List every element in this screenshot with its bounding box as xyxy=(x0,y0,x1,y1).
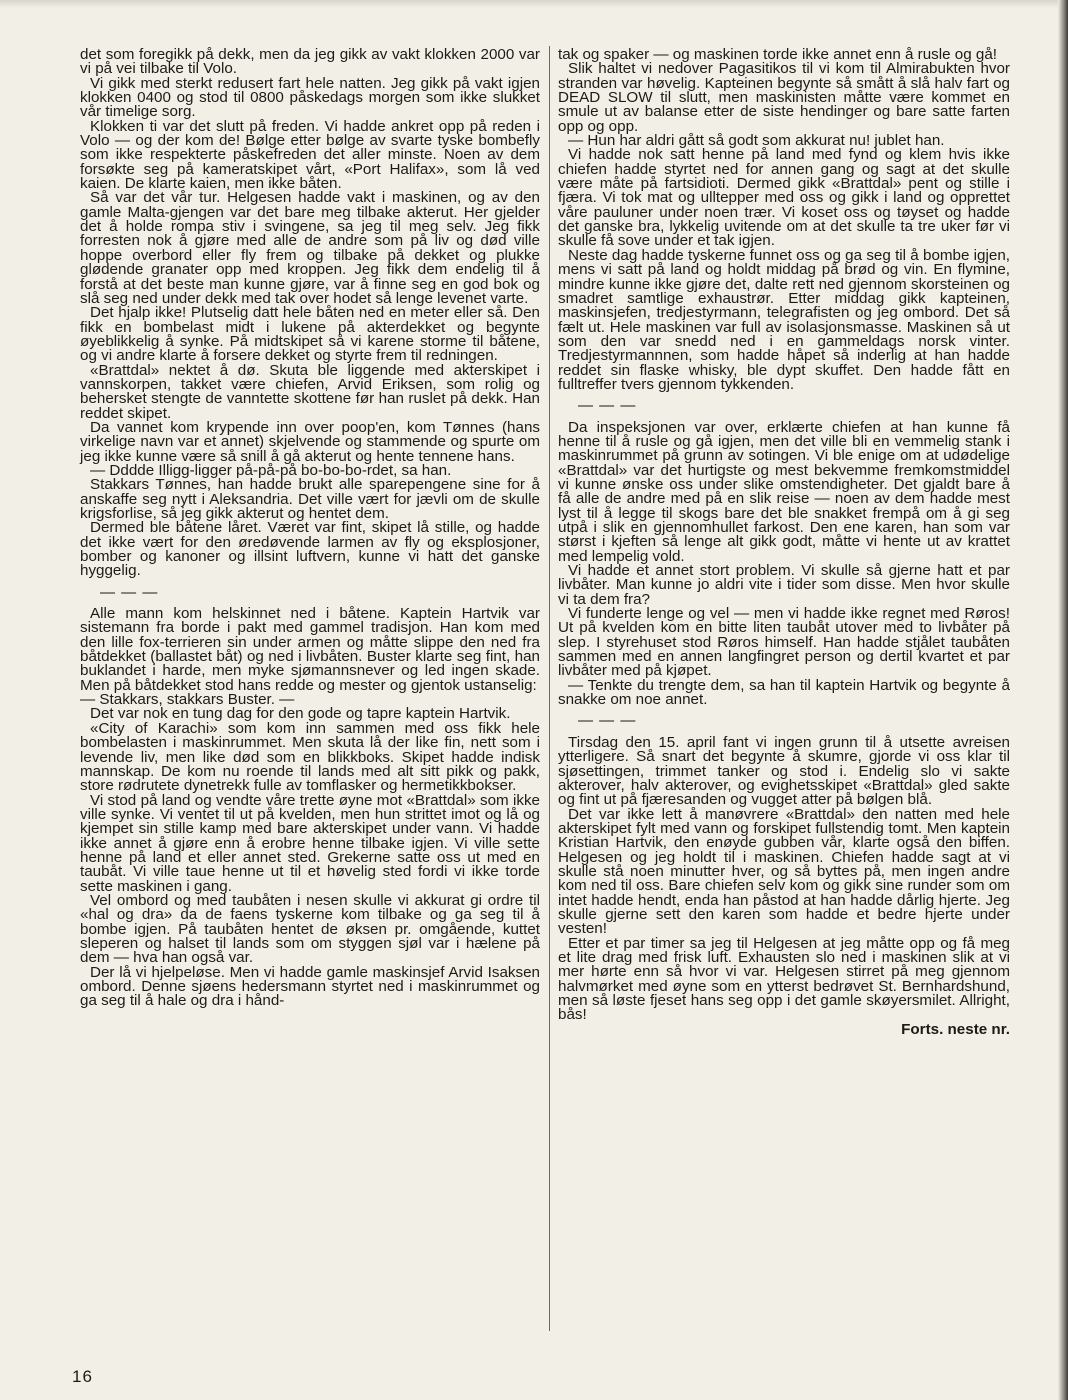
section-separator: — — — xyxy=(578,712,637,730)
paragraph: Neste dag hadde tyskerne funnet oss og ga seg til å bombe igjen, mens vi satt på land og holdt middag på brød og vin. En flymine, mindre kunne ikke gjøre det, dalte rett ned gjennom skorsteinen og smadret samtlige exhaustrør. Etter middag gikk kapteinen, maskinsjefen, tredjestyrmann, telegrafisten og jeg ombord. Det så fælt ut. Hele maskinen var full av isolasjonsmasse. Maskinen så ut som den var snedd ned i en gammeldags norsk vinter. Tredjestyrmannnen, som hadde håpet så inderlig at han hadde reddet sin flaske whisky, ble dypt skuffet. Den hadde fått en fulltreffer tvers gjennom tykkenden. xyxy=(558,246,1010,393)
paragraph: Da vannet kom krypende inn over poop'en, kom Tønnes (hans virkelige navn var et annet) skjelvende og stammende og spurte om jeg ikke kunne være så snill å gå akterut og hente tennene hans. xyxy=(80,418,540,465)
paragraph: Dermed ble båtene låret. Været var fint, skipet lå stille, og hadde det ikke vært for den øredøvende larmen av fly og eksplosjoner, bomber og kanoner og illsint luftvern, kunne vi hatt det ganske hyggelig. xyxy=(80,519,540,580)
paragraph: Vi hadde et annet stort problem. Vi skulle så gjerne hatt et par livbåter. Man kunne jo aldri vite i tider som disse. Men hvor skulle vi ta dem fra? xyxy=(558,562,1010,608)
paragraph: Stakkars Tønnes, han hadde brukt alle sparepengene sine for å anskaffe seg nytt i Aleksandria. Det ville vært for jævli om de skulle krigsforlise, så jeg gikk akterut og hentet dem. xyxy=(80,476,540,522)
paragraph: «City of Karachi» som kom inn sammen med oss fikk hele bombelasten i maskinrummet. Men skuta lå der like fin, nett som i levende liv, men like død som en blikkboks. Skipet hadde indisk mannskap. De kom nu roende til lands med alt sitt pikk og pakk, store rødrutete dynetrekk fulle av tomflasker og hermetikkbokser. xyxy=(80,719,540,795)
paragraph: Etter et par timer sa jeg til Helgesen at jeg måtte opp og få meg et lite drag med frisk luft. Exhausten slo ned i maskinen slik at vi mer hørte enn så hvor vi var. Helgesen stirret på meg gjennom halvmørket med øyne som en ytterst bedrøvet St. Bernhardshund, men så løste fjeset hans seg opp i det gamle skøyersmilet. Allright, bås! xyxy=(558,934,1010,1024)
scan-edge-right xyxy=(1058,0,1068,1400)
page-number: 16 xyxy=(72,1367,93,1386)
paragraph: Vi gikk med sterkt redusert fart hele natten. Jeg gikk på vakt igjen klokken 0400 og stod til 0800 påskedags morgen som ikke slukket vår timelige sorg. xyxy=(80,74,540,121)
paragraph: Der lå vi hjelpeløse. Men vi hadde gamle maskinsjef Arvid Isaksen ombord. Denne sjøens hedersmann styrtet ned i maskinrummet og ga seg til å hale og dra i hånd- xyxy=(80,963,540,1010)
paragraph: — Hun har aldri gått så godt som akkurat nu! jublet han. xyxy=(568,132,945,150)
paragraph: Det var ikke lett å manøvrere «Brattdal» den natten med hele akterskipet fylt med vann og forskipet fullstendig tomt. Men kaptein Kristian Hartvik, den enøyde gubben vår, klarte også den biffen. Helgesen og jeg holdt til i maskinen. Chiefen hadde sagt at vi skulle stå noen minutter hver, og så byttes på, men ingen andre kom ned til oss. Bare chiefen selv kom og gikk sine runder som om intet hadde hendt, enda han påstod at han hadde dårlig hjerte. Jeg skulle gjerne sett den karen som hadde et bedre hjerte under vesten! xyxy=(558,805,1010,938)
paragraph: — Stakkars, stakkars Buster. — xyxy=(80,691,295,709)
paragraph: tak og spaker — og maskinen torde ikke annet enn å rusle og gå! xyxy=(558,46,998,63)
scan-edge-top xyxy=(0,0,1068,8)
paragraph: Da inspeksjonen var over, erklærte chiefen at han kunne få henne til å rusle og gå igjen, men det ville bli en vemmelig stank i maskinrummet på grunn av sotingen. Vi ble enige om at udødelige «Brattdal» var det hurtigste og mest bekvemme fremkomstmiddel vi kunne ønske oss under slike omstendigheter. Det gjaldt bare å få alle de andre med på en slik reise — noen av dem hadde mest lyst til å legge til skogs bare det ble snakket frempå om å gi seg utpå i slik en gjennomhullet farkost. Den ene karen, han som var størst i kjeften så lenge alt gikk godt, måtte vi hente ut av krattet med lempelig vold. xyxy=(558,418,1010,565)
paragraph: Slik haltet vi nedover Pagasitikos til vi kom til Almirabukten hvor stranden var høvelig. Kapteinen begynte så smått å slå halv fart og DEAD SLOW til slutt, men maskinisten måtte være kommet en smule ut av balanse etter de siste hendinger og bare satte farten opp og opp. xyxy=(558,60,1010,135)
column-divider xyxy=(549,46,550,1331)
paragraph: Vel ombord og med taubåten i nesen skulle vi akkurat gi ordre til «hal og dra» da de faens tyskerne kom tilbake og ga seg til å bombe igjen. På taubåten hentet de øksen pr. omgående, kuttet sleperen og halset til lands som om styggen sjøl var i hælene på dem — hva han også var. xyxy=(80,891,540,967)
paragraph: — Dddde Illigg-ligger på-på-på bo-bo-bo-rdet, sa han. xyxy=(90,461,452,479)
right-column xyxy=(558,48,1010,1037)
paragraph: Vi funderte lenge og vel — men vi hadde ikke regnet med Røros! Ut på kvelden kom en bitte liten taubåt utover med to livbåter på slep. I styrehuset stod Røros himself. Han hadde stjålet taubåten sammen med en annen langfingret person og dertil kvartet et par livbåter med på kjøpet. xyxy=(558,605,1010,680)
paragraph: Vi stod på land og vendte våre trette øyne mot «Brattdal» som ikke ville synke. Vi ventet til ut på kvelden, men hun strittet imot og lå og kjempet sin stille kamp med bare akterskipet under vann. Vi hadde ikke annet å gjøre enn å erobre henne tilbake igjen. Vi ville sette henne på land et eller annet sted. Grekerne satte oss ut med en taubåt. Vi ville taue henne ut til et høvelig sted fordi vi ikke torde sette maskinen i gang. xyxy=(80,791,540,895)
paragraph: «Brattdal» nektet å dø. Skuta ble liggende med akterskipet i vannskorpen, takket være chiefen, Arvid Eriksen, som rolig og behersket stengte de vanntette skottene før han ruslet på dekk. Han reddet skipet. xyxy=(80,361,540,422)
section-separator: — — — xyxy=(100,583,159,601)
paragraph: Alle mann kom helskinnet ned i båtene. Kaptein Hartvik var sistemann fra borde i pakt med gammel tradisjon. Han kom med den lille fox-terrieren sin under armen og måtte slippe den ned fra båtdekket (ballastet båt) og ned i livbåten. Buster klarte seg fint, han buklandet i harde, men myke sjømannsnever og led ingen skade. Men på båtdekket stod hans redde og mester og gjentok ustanselig: xyxy=(80,605,540,694)
paragraph: Det hjalp ikke! Plutselig datt hele båten ned en meter eller så. Den fikk en bombelast midt i lukene på akterdekket og begynte øyeblikkelig å synke. På midtskipet så vi karene storme til båtene, og vi andre klarte å forsere dekket og styrte frem til redningen. xyxy=(80,304,540,365)
paragraph: det som foregikk på dekk, men da jeg gikk av vakt klokken 2000 var vi på vei tilbake til Volo. xyxy=(80,46,540,78)
paragraph: Tirsdag den 15. april fant vi ingen grunn til å utsette avreisen ytterligere. Så snart det begynte å skumre, gjorde vi oss klar til sjøsettingen, trimmet tanker og stod i. Endelig slo vi sakte akterover, halv akterover, og evighetsskipet «Brattdal» gled sakte og fint ut på fjæresanden og vugget atter på bølgen blå. xyxy=(558,733,1010,809)
paragraph: Det var nok en tung dag for den gode og tapre kaptein Hartvik. xyxy=(90,705,511,723)
paragraph: — Tenkte du trengte dem, sa han til kaptein Hartvik og begynte å snakke om noe annet. xyxy=(558,676,1010,709)
paragraph: Så var det vår tur. Helgesen hadde vakt i maskinen, og av den gamle Malta-gjengen var det bare meg tilbake akterut. Her gjelder det å holde rompa stiv i svingene, sa jeg til meg selv. Jeg fikk forresten nok å gjøre med alle de andre som på liv og død ville hoppe overbord eller fly frem og tilbake på dekket og plukke glødende granater opp med kroppen. Jeg fikk dem endelig til å forstå at det beste man kunne gjøre, var å finne seg en god bok og slå seg ned under dekk med tak over hodet så lenge levenet varte. xyxy=(80,189,540,307)
paragraph: Vi hadde nok satt henne på land med fynd og klem hvis ikke chiefen hadde styrtet ned for annen gang og sagt at det skulle være måte på fartsidioti. Dermed gikk «Brattdal» pent og stille i fjæra. Vi tok mat og ulltepper med oss og gikk i land og opprettet våre pauluner under noen trær. Vi koset oss og tøyset og hadde det ganske bra, lykkelig uvitende om at det skulle ta tre uker før vi skulle få sove under et tak igjen. xyxy=(558,146,1010,250)
continued-note: Forts. neste nr. xyxy=(901,1020,1010,1038)
section-separator: — — — xyxy=(578,397,637,415)
paragraph: Klokken ti var det slutt på freden. Vi hadde ankret opp på reden i Volo — og der kom de! Bølge etter bølge av svarte tyske bombefly som ikke respekterte påskefreden det aller minste. Noen av dem forsøkte seg på kameratskipet vårt, «Port Halifax», som lå ved kaien. De klarte kaien, men ikke båten. xyxy=(80,117,540,193)
left-column xyxy=(80,48,540,1009)
